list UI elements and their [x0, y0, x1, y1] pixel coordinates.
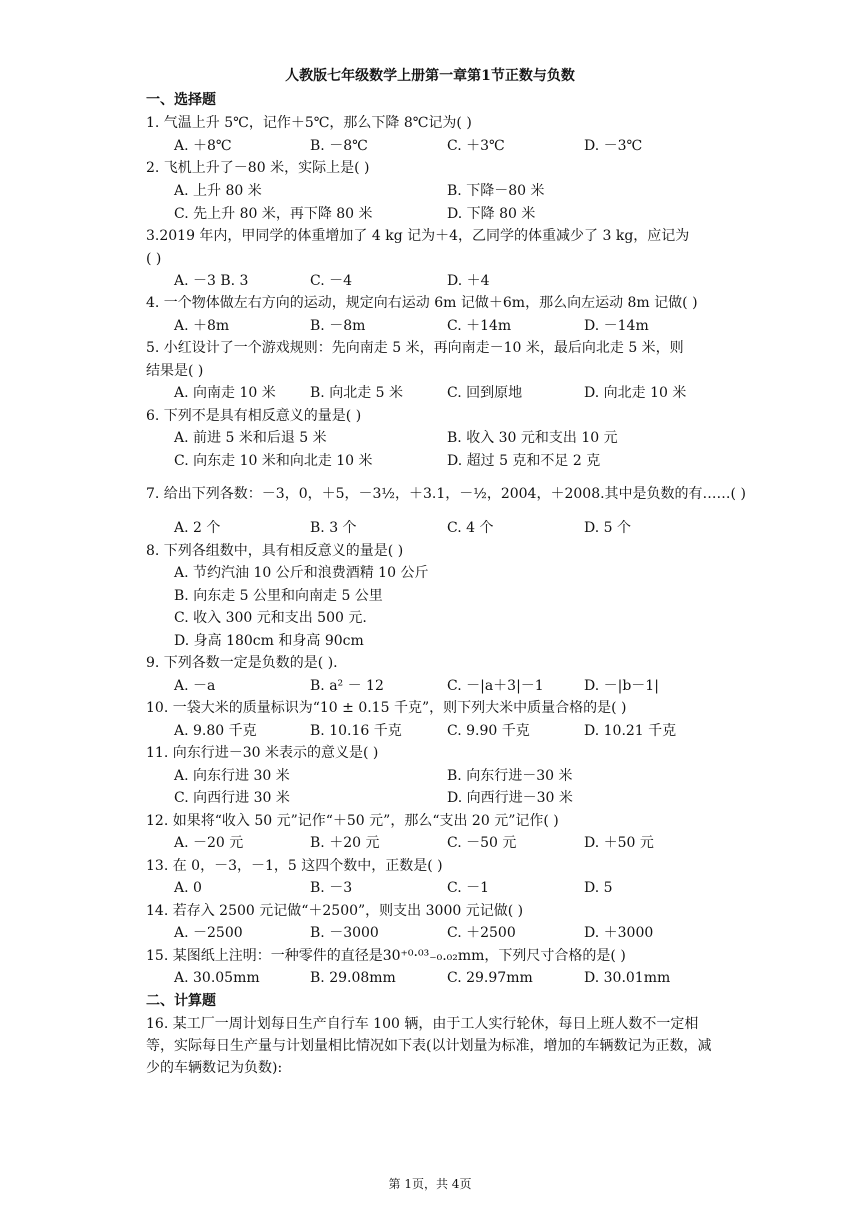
question-7-option-b: B. 3 个	[310, 520, 357, 536]
question-3-option-d: D. ＋4	[447, 273, 490, 289]
question-12-option-c: C. －50 元	[447, 835, 517, 851]
section-heading-choice: 一、选择题	[146, 92, 216, 108]
question-10-stem: 10. 一袋大米的质量标识为“10 ± 0.15 千克”，则下列大米中质量合格的是( )	[146, 700, 627, 716]
question-15-option-c: C. 29.97mm	[447, 970, 533, 986]
question-11-stem: 11. 向东行进－30 米表示的意义是( )	[146, 745, 379, 761]
question-2-option-b: B. 下降－80 米	[447, 183, 545, 199]
question-15-option-a: A. 30.05mm	[174, 970, 260, 986]
question-5-option-c: C. 回到原地	[447, 385, 523, 401]
question-9-option-b: B. a² － 12	[310, 678, 384, 694]
question-4-option-a: A. ＋8m	[174, 318, 230, 334]
question-2-option-d: D. 下降 80 米	[447, 206, 536, 222]
question-7-option-c: C. 4 个	[447, 520, 494, 536]
question-8-option-b: B. 向东走 5 公里和向南走 5 公里	[174, 588, 383, 604]
question-4-option-d: D. －14m	[584, 318, 649, 334]
question-11-option-b: B. 向东行进－30 米	[447, 768, 573, 784]
question-13-option-c: C. －1	[447, 880, 490, 896]
question-7-option-a: A. 2 个	[174, 520, 221, 536]
question-5-option-a: A. 向南走 10 米	[174, 385, 276, 401]
question-6-option-d: D. 超过 5 克和不足 2 克	[447, 453, 601, 469]
question-9-option-a: A. －a	[174, 678, 216, 694]
question-9-option-d: D. －|b－1|	[584, 678, 659, 694]
question-4-stem: 4. 一个物体做左右方向的运动，规定向右运动 6m 记做＋6m，那么向左运动 8m 记做( )	[146, 295, 698, 311]
question-1-stem: 1. 气温上升 5℃，记作＋5℃，那么下降 8℃记为( )	[146, 115, 472, 131]
question-12-stem: 12. 如果将“收入 50 元”记作“＋50 元”，那么“支出 20 元”记作( )	[146, 813, 559, 829]
question-1-option-c: C. ＋3℃	[447, 138, 505, 154]
question-14-option-b: B. －3000	[310, 925, 379, 941]
question-13-option-b: B. －3	[310, 880, 353, 896]
question-8-option-c: C. 收入 300 元和支出 500 元.	[174, 610, 367, 626]
question-14-stem: 14. 若存入 2500 元记做“＋2500”，则支出 3000 元记做( )	[146, 903, 524, 919]
question-7-option-d: D. 5 个	[584, 520, 631, 536]
question-16-stem: 16. 某工厂一周计划每日生产自行车 100 辆，由于工人实行轮休，每日上班人数不一定相等，实际每日生产量与计划量相比情况如下表(以计划量为标准，增加的车辆数记为正数，减少的车辆数记为负数):	[146, 1016, 712, 1076]
question-3-option-ab: A. －3 B. 3	[174, 273, 249, 289]
question-8-stem: 8. 下列各组数中，具有相反意义的量是( )	[146, 543, 404, 559]
question-14-option-d: D. ＋3000	[584, 925, 654, 941]
question-10-option-d: D. 10.21 千克	[584, 723, 677, 739]
page-footer: 第 1页，共 4页	[388, 1177, 472, 1191]
question-2-stem: 2. 飞机上升了－80 米，实际上是( )	[146, 160, 370, 176]
question-5-option-b: B. 向北走 5 米	[310, 385, 403, 401]
question-15-option-d: D. 30.01mm	[584, 970, 671, 986]
question-6-stem: 6. 下列不是具有相反意义的量是( )	[146, 408, 362, 424]
question-2-option-c: C. 先上升 80 米，再下降 80 米	[174, 206, 373, 222]
question-1-option-a: A. ＋8℃	[174, 138, 232, 154]
section-heading-calculation: 二、计算题	[146, 993, 216, 1009]
question-3-option-c: C. －4	[310, 273, 353, 289]
question-12-option-b: B. ＋20 元	[310, 835, 380, 851]
question-10-option-b: B. 10.16 千克	[310, 723, 402, 739]
question-6-option-b: B. 收入 30 元和支出 10 元	[447, 430, 618, 446]
question-7-stem: 7. 给出下列各数：－3，0，＋5，－3½，＋3.1，－½，2004，＋2008.其中是负数的有……( )	[146, 486, 746, 502]
question-15-option-b: B. 29.08mm	[310, 970, 396, 986]
question-3-stem: 3.2019 年内，甲同学的体重增加了 4 kg 记为＋4，乙同学的体重减少了 3 kg，应记为	[146, 228, 690, 244]
question-6-option-c: C. 向东走 10 米和向北走 10 米	[174, 453, 373, 469]
question-2-option-a: A. 上升 80 米	[174, 183, 262, 199]
question-5-stem: 5. 小红设计了一个游戏规则：先向南走 5 米，再向南走－10 米，最后向北走 5 米，则	[146, 340, 684, 356]
question-6-option-a: A. 前进 5 米和后退 5 米	[174, 430, 327, 446]
question-4-option-c: C. ＋14m	[447, 318, 512, 334]
question-5-option-d: D. 向北走 10 米	[584, 385, 687, 401]
question-15-stem: 15. 某图纸上注明：一种零件的直径是30⁺⁰·⁰³₋₀.₀₂mm，下列尺寸合格的是( )	[146, 948, 626, 964]
question-13-option-a: A. 0	[174, 880, 202, 896]
question-12-option-a: A. －20 元	[174, 835, 244, 851]
question-13-option-d: D. 5	[584, 880, 613, 896]
question-9-stem: 9. 下列各数一定是负数的是( ).	[146, 655, 338, 671]
question-14-option-a: A. －2500	[174, 925, 243, 941]
question-1-option-d: D. －3℃	[584, 138, 643, 154]
question-9-option-c: C. －|a＋3|－1	[447, 678, 544, 694]
question-8-option-a: A. 节约汽油 10 公斤和浪费酒精 10 公斤	[174, 565, 429, 581]
question-11-option-c: C. 向西行进 30 米	[174, 790, 290, 806]
question-4-option-b: B. －8m	[310, 318, 366, 334]
question-11-option-d: D. 向西行进－30 米	[447, 790, 573, 806]
question-12-option-d: D. ＋50 元	[584, 835, 654, 851]
question-10-option-c: C. 9.90 千克	[447, 723, 530, 739]
question-1-option-b: B. －8℃	[310, 138, 368, 154]
question-8-option-d: D. 身高 180cm 和身高 90cm	[174, 633, 364, 649]
question-14-option-c: C. ＋2500	[447, 925, 516, 941]
question-13-stem: 13. 在 0，－3，－1，5 这四个数中，正数是( )	[146, 858, 443, 874]
question-5-stem-continued: 结果是( )	[146, 363, 204, 379]
document-title: 人教版七年级数学上册第一章第1节正数与负数	[285, 68, 575, 84]
question-3-stem-continued: ( )	[146, 251, 162, 267]
question-11-option-a: A. 向东行进 30 米	[174, 768, 290, 784]
question-10-option-a: A. 9.80 千克	[174, 723, 257, 739]
